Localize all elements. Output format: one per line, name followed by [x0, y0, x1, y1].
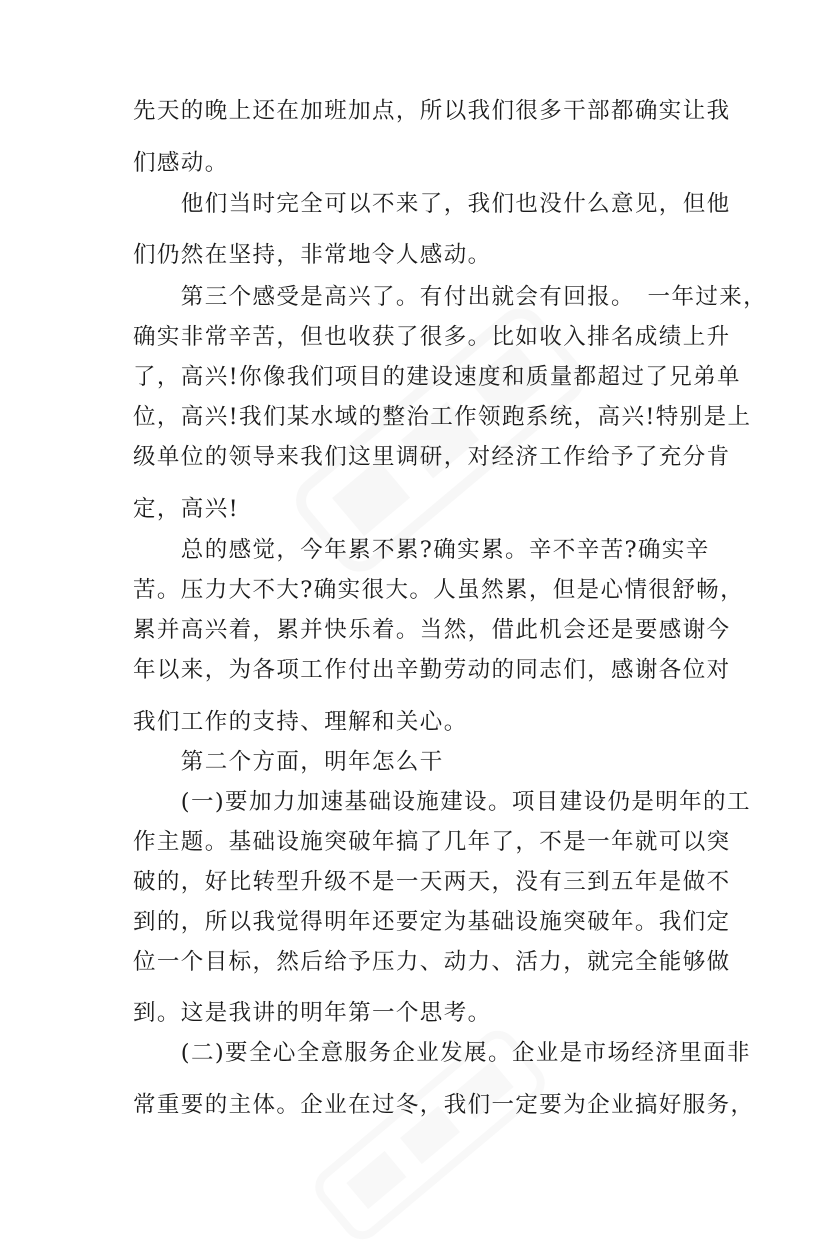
- body-text-line: 作主题。基础设施突破年搞了几年了，不是一年就可以突: [133, 829, 731, 855]
- body-text-line: 位一个目标，然后给予压力、动力、活力，就完全能够做: [133, 949, 731, 975]
- body-text-line: 们感动。: [133, 150, 229, 176]
- body-text-line: (一)要加力加速基础设施建设。项目建设仍是明年的工: [133, 789, 751, 815]
- body-text-line: 到的，所以我觉得明年还要定为基础设施突破年。我们定: [133, 909, 731, 935]
- body-text-line: 们仍然在坚持，非常地令人感动。: [133, 242, 492, 268]
- body-text-line: 他们当时完全可以不来了，我们也没什么意见，但他: [133, 191, 731, 217]
- body-text-line: 到。这是我讲的明年第一个思考。: [133, 1000, 492, 1026]
- body-text-line: 苦。压力大不大?确实很大。人虽然累，但是心情很舒畅，: [133, 577, 744, 603]
- body-text-line: 先天的晚上还在加班加点，所以我们很多干部都确实让我: [133, 98, 731, 124]
- body-text-line: 位，高兴!我们某水域的整治工作领跑系统，高兴!特别是上: [133, 404, 752, 430]
- body-text-line: 总的感觉，今年累不累?确实累。辛不辛苦?确实辛: [133, 537, 710, 563]
- body-text-line: 累并高兴着，累并快乐着。当然，借此机会还是要感谢今: [133, 617, 731, 643]
- section-heading: 第二个方面，明年怎么干: [133, 749, 444, 775]
- body-text-line: 定，高兴!: [133, 496, 240, 522]
- body-text-line: 破的，好比转型升级不是一天两天，没有三到五年是做不: [133, 869, 731, 895]
- body-text-line: (二)要全心全意服务企业发展。企业是市场经济里面非: [133, 1040, 751, 1066]
- body-text-line: 常重要的主体。企业在过冬，我们一定要为企业搞好服务，: [133, 1092, 755, 1118]
- body-text-line: 第三个感受是高兴了。有付出就会有回报。 一年过来，: [133, 284, 768, 310]
- body-text-line: 级单位的领导来我们这里调研，对经济工作给予了充分肯: [133, 444, 731, 470]
- body-text-line: 我们工作的支持、理解和关心。: [133, 709, 468, 735]
- body-text-line: 确实非常辛苦，但也收获了很多。比如收入排名成绩上升: [133, 324, 731, 350]
- body-text-line: 了，高兴!你像我们项目的建设速度和质量都超过了兄弟单: [133, 364, 741, 390]
- body-text-line: 年以来，为各项工作付出辛勤劳动的同志们，感谢各位对: [133, 657, 731, 683]
